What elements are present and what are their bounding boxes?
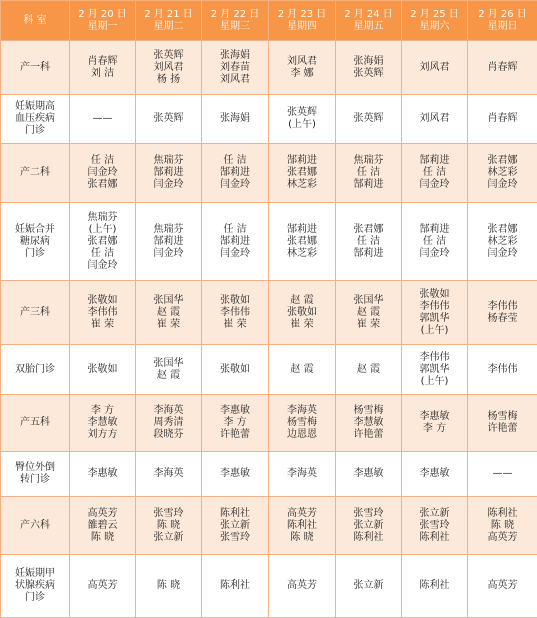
- doctor-name: 任 洁: [202, 224, 268, 236]
- doctor-name: 许艳蕾: [202, 429, 268, 441]
- schedule-row: [1, 395, 537, 452]
- doctor-name: 李惠敏: [202, 405, 268, 417]
- doctor-name: 闫金玲: [468, 248, 537, 260]
- day-weekday: 星期二: [136, 21, 201, 33]
- doctor-name: 李惠敏: [202, 468, 268, 480]
- duty-cell: [402, 345, 468, 395]
- doctor-name: 张海娟: [202, 50, 268, 62]
- doctor-name: 郜莉进: [336, 248, 401, 260]
- dept-name-cell: [1, 203, 70, 281]
- doctor-name: 闫金玲: [402, 179, 467, 191]
- dept-name-line: 血压疾病: [1, 113, 69, 125]
- doctor-name: 李海英: [269, 405, 335, 417]
- doctor-name: 张国华: [136, 295, 201, 307]
- doctor-name: 陈 晓: [269, 532, 335, 544]
- dept-name-cell: [1, 395, 70, 452]
- doctor-name: 李伟伟: [468, 364, 537, 376]
- dept-name-cell: [1, 281, 70, 345]
- doctor-name: 张敬如: [402, 289, 467, 301]
- doctor-name: 张英辉: [136, 113, 201, 125]
- dept-name-cell: [1, 41, 70, 95]
- duty-cell: [70, 144, 136, 203]
- duty-cell: [70, 395, 136, 452]
- schedule-row: [1, 144, 537, 203]
- doctor-name: 李伟伟: [402, 301, 467, 313]
- doctor-name: 李 方: [402, 423, 467, 435]
- doctor-name: 崔 荣: [202, 319, 268, 331]
- doctor-name: 张敬如: [70, 295, 135, 307]
- doctor-name: 张雪玲: [402, 520, 467, 532]
- duty-cell: [269, 395, 336, 452]
- day-weekday: 星期日: [468, 21, 537, 33]
- doctor-name: 李惠敏: [402, 411, 467, 423]
- doctor-name: 边恩恩: [269, 429, 335, 441]
- doctor-name: 李 方: [202, 417, 268, 429]
- doctor-name: ——: [468, 468, 537, 480]
- doctor-name: 闫金玲: [202, 248, 268, 260]
- duty-cell: [269, 41, 336, 95]
- doctor-name: 陈 晓: [136, 580, 201, 592]
- doctor-name: 李海英: [269, 468, 335, 480]
- dept-name-line: 产六科: [1, 520, 69, 532]
- doctor-name: 焦瑞芬: [336, 155, 401, 167]
- doctor-name: 刘方方: [70, 429, 135, 441]
- doctor-name: 李伟伟: [402, 352, 467, 364]
- doctor-name: 郜莉进: [202, 167, 268, 179]
- doctor-name: 陈利社: [468, 508, 537, 520]
- duty-cell: [202, 41, 269, 95]
- dept-name-cell: [1, 452, 70, 497]
- doctor-name: 张敬如: [70, 364, 135, 376]
- doctor-name: (上午): [402, 325, 467, 337]
- duty-cell: [468, 41, 537, 95]
- doctor-name: 高英芳: [70, 508, 135, 520]
- schedule-row: [1, 345, 537, 395]
- duty-cell: [202, 95, 269, 144]
- doctor-name: 赵 霞: [336, 307, 401, 319]
- dept-name-line: 产一科: [1, 62, 69, 74]
- duty-cell: [136, 281, 202, 345]
- doctor-name: 李海英: [136, 405, 201, 417]
- day-date: 2 月 26 日: [468, 9, 537, 21]
- day-weekday: 星期五: [336, 21, 401, 33]
- duty-cell: [70, 345, 136, 395]
- duty-cell: [468, 281, 537, 345]
- dept-header: 科 室: [1, 1, 70, 41]
- schedule-body: [1, 41, 537, 618]
- day-weekday: 星期一: [70, 21, 135, 33]
- schedule-row: [1, 95, 537, 144]
- doctor-name: 闫金玲: [136, 248, 201, 260]
- doctor-name: 张君娜: [336, 224, 401, 236]
- day-header: [402, 1, 468, 41]
- doctor-name: 张敬如: [202, 295, 268, 307]
- doctor-name: 雒碧云: [70, 520, 135, 532]
- doctor-name: 任 洁: [70, 155, 135, 167]
- doctor-name: 郭凯华: [402, 364, 467, 376]
- doctor-name: 陈利社: [402, 532, 467, 544]
- doctor-name: 闫金玲: [70, 260, 135, 272]
- doctor-name: 肖春辉: [70, 56, 135, 68]
- duty-cell: [402, 41, 468, 95]
- doctor-name: 赵 霞: [136, 307, 201, 319]
- duty-cell: [402, 555, 468, 618]
- day-date: 2 月 23 日: [269, 9, 335, 21]
- doctor-name: 郜莉进: [269, 224, 335, 236]
- doctor-name: 焦瑞芬: [70, 212, 135, 224]
- day-date: 2 月 21 日: [136, 9, 201, 21]
- doctor-name: 张英辉: [136, 50, 201, 62]
- doctor-name: 任 洁: [402, 167, 467, 179]
- duty-cell: [336, 203, 402, 281]
- dept-name-line: 转门诊: [1, 474, 69, 486]
- doctor-name: 任 洁: [202, 155, 268, 167]
- doctor-name: 张君娜: [70, 236, 135, 248]
- doctor-name: 陈 晓: [136, 520, 201, 532]
- duty-cell: [402, 452, 468, 497]
- doctor-name: 李海英: [136, 468, 201, 480]
- doctor-name: 张海娟: [202, 113, 268, 125]
- duty-cell: [70, 95, 136, 144]
- day-date: 2 月 24 日: [336, 9, 401, 21]
- doctor-name: 林芝彩: [468, 167, 537, 179]
- doctor-name: 刘风君: [402, 113, 467, 125]
- schedule-row: [1, 203, 537, 281]
- doctor-name: 高英芳: [468, 580, 537, 592]
- duty-cell: [269, 452, 336, 497]
- duty-cell: [202, 144, 269, 203]
- doctor-name: 任 洁: [402, 236, 467, 248]
- doctor-name: 闫金玲: [402, 248, 467, 260]
- duty-cell: [468, 452, 537, 497]
- doctor-name: 任 洁: [336, 167, 401, 179]
- doctor-name: 郜莉进: [136, 236, 201, 248]
- doctor-name: 郜莉进: [269, 155, 335, 167]
- duty-cell: [136, 452, 202, 497]
- doctor-name: 闫金玲: [202, 179, 268, 191]
- duty-cell: [468, 395, 537, 452]
- duty-cell: [269, 203, 336, 281]
- doctor-name: 崔 荣: [269, 319, 335, 331]
- duty-cell: [136, 95, 202, 144]
- doctor-name: 林芝彩: [269, 179, 335, 191]
- doctor-name: 任 洁: [70, 248, 135, 260]
- doctor-name: 任 洁: [336, 236, 401, 248]
- duty-cell: [402, 144, 468, 203]
- doctor-name: 林芝彩: [269, 248, 335, 260]
- dept-name-line: 臀位外倒: [1, 462, 69, 474]
- dept-name-cell: [1, 555, 70, 618]
- doctor-name: 焦瑞芬: [136, 224, 201, 236]
- day-weekday: 星期六: [402, 21, 467, 33]
- doctor-name: 赵 霞: [336, 364, 401, 376]
- day-header: [202, 1, 269, 41]
- doctor-name: 刘风君: [136, 62, 201, 74]
- doctor-name: 张君娜: [269, 236, 335, 248]
- duty-cell: [70, 203, 136, 281]
- doctor-name: 张敬如: [269, 307, 335, 319]
- duty-cell: [336, 281, 402, 345]
- doctor-name: 林芝彩: [468, 236, 537, 248]
- doctor-name: 杨春莹: [468, 313, 537, 325]
- doctor-name: 张君娜: [468, 155, 537, 167]
- duty-cell: [402, 395, 468, 452]
- doctor-name: 刘春苗: [202, 62, 268, 74]
- duty-cell: [202, 497, 269, 555]
- doctor-name: ——: [70, 113, 135, 125]
- duty-cell: [468, 497, 537, 555]
- duty-cell: [402, 497, 468, 555]
- doctor-name: 赵 霞: [269, 364, 335, 376]
- duty-cell: [136, 144, 202, 203]
- duty-cell: [402, 95, 468, 144]
- dept-name-line: 产二科: [1, 167, 69, 179]
- dept-name-line: 门诊: [1, 248, 69, 260]
- duty-cell: [136, 203, 202, 281]
- doctor-name: 高英芳: [468, 532, 537, 544]
- doctor-name: 赵 霞: [269, 295, 335, 307]
- duty-cell: [70, 452, 136, 497]
- duty-cell: [336, 497, 402, 555]
- dept-name-line: 产三科: [1, 307, 69, 319]
- doctor-name: 郭凯华: [402, 313, 467, 325]
- duty-cell: [202, 345, 269, 395]
- doctor-name: 郜莉进: [336, 179, 401, 191]
- doctor-name: 李伟伟: [468, 301, 537, 313]
- doctor-name: 闫金玲: [70, 167, 135, 179]
- duty-cell: [136, 345, 202, 395]
- doctor-name: 刘风君: [402, 62, 467, 74]
- day-header: [70, 1, 136, 41]
- doctor-name: (上午): [70, 224, 135, 236]
- duty-cell: [269, 497, 336, 555]
- doctor-name: 张君娜: [269, 167, 335, 179]
- day-header: [136, 1, 202, 41]
- dept-name-cell: [1, 144, 70, 203]
- doctor-name: 陈利社: [202, 508, 268, 520]
- doctor-name: 陈 晓: [70, 532, 135, 544]
- doctor-name: 周秀清: [136, 417, 201, 429]
- doctor-name: 高英芳: [269, 508, 335, 520]
- dept-name-cell: [1, 497, 70, 555]
- doctor-name: 李惠敏: [402, 468, 467, 480]
- day-header: [336, 1, 402, 41]
- doctor-name: 刘风君: [269, 56, 335, 68]
- dept-name-line: 双胎门诊: [1, 364, 69, 376]
- doctor-name: 陈利社: [269, 520, 335, 532]
- doctor-name: 张立新: [136, 532, 201, 544]
- duty-cell: [136, 41, 202, 95]
- duty-cell: [269, 281, 336, 345]
- duty-cell: [336, 452, 402, 497]
- doctor-name: 李慧敏: [70, 417, 135, 429]
- doctor-name: 段晓芬: [136, 429, 201, 441]
- day-weekday: 星期三: [202, 21, 268, 33]
- day-date: 2 月 22 日: [202, 9, 268, 21]
- duty-cell: [269, 95, 336, 144]
- doctor-name: 刘 洁: [70, 68, 135, 80]
- doctor-name: 张雪玲: [202, 532, 268, 544]
- doctor-name: 刘风君: [202, 74, 268, 86]
- doctor-name: 赵 霞: [136, 370, 201, 382]
- duty-cell: [136, 395, 202, 452]
- duty-cell: [269, 555, 336, 618]
- duty-cell: [202, 555, 269, 618]
- duty-cell: [336, 144, 402, 203]
- schedule-row: [1, 452, 537, 497]
- duty-cell: [70, 281, 136, 345]
- header-row: [1, 1, 537, 41]
- doctor-name: 李 娜: [269, 68, 335, 80]
- doctor-name: 肖春辉: [468, 113, 537, 125]
- duty-cell: [336, 345, 402, 395]
- duty-cell: [468, 95, 537, 144]
- schedule-row: [1, 281, 537, 345]
- schedule-row: [1, 41, 537, 95]
- duty-cell: [136, 555, 202, 618]
- doctor-name: 杨雪梅: [269, 417, 335, 429]
- doctor-name: 郜莉进: [402, 224, 467, 236]
- dept-name-line: 产五科: [1, 417, 69, 429]
- day-date: 2 月 25 日: [402, 9, 467, 21]
- dept-name-line: 状腺疾病: [1, 580, 69, 592]
- dept-name-line: 妊娠期甲: [1, 568, 69, 580]
- doctor-name: 许艳蕾: [336, 429, 401, 441]
- doctor-name: 崔 荣: [336, 319, 401, 331]
- duty-cell: [70, 555, 136, 618]
- duty-cell: [70, 41, 136, 95]
- doctor-name: 张英辉: [269, 107, 335, 119]
- doctor-name: 张英辉: [336, 113, 401, 125]
- duty-cell: [402, 281, 468, 345]
- doctor-name: 杨雪梅: [468, 411, 537, 423]
- duty-cell: [402, 203, 468, 281]
- doctor-name: 陈 晓: [468, 520, 537, 532]
- doctor-name: 张国华: [136, 358, 201, 370]
- doctor-name: 李惠敏: [336, 468, 401, 480]
- duty-cell: [468, 555, 537, 618]
- doctor-name: 郜莉进: [136, 167, 201, 179]
- day-header: [269, 1, 336, 41]
- doctor-name: 张雪玲: [136, 508, 201, 520]
- doctor-name: 闫金玲: [468, 179, 537, 191]
- doctor-name: 李伟伟: [70, 307, 135, 319]
- doctor-name: 张立新: [402, 508, 467, 520]
- doctor-name: 陈利社: [402, 580, 467, 592]
- duty-cell: [70, 497, 136, 555]
- day-header: [468, 1, 537, 41]
- doctor-name: 许艳蕾: [468, 423, 537, 435]
- duty-cell: [202, 281, 269, 345]
- doctor-name: 郜莉进: [402, 155, 467, 167]
- doctor-name: 肖春辉: [468, 62, 537, 74]
- doctor-name: 张君娜: [468, 224, 537, 236]
- doctor-name: 崔 荣: [70, 319, 135, 331]
- duty-cell: [468, 345, 537, 395]
- dept-name-line: 门诊: [1, 592, 69, 604]
- doctor-name: 杨 扬: [136, 74, 201, 86]
- dept-name-line: 妊娠期高: [1, 101, 69, 113]
- doctor-name: 李惠敏: [70, 468, 135, 480]
- duty-cell: [136, 497, 202, 555]
- doctor-name: 张立新: [202, 520, 268, 532]
- duty-cell: [269, 345, 336, 395]
- doctor-name: 陈利社: [202, 580, 268, 592]
- doctor-name: 郜莉进: [202, 236, 268, 248]
- day-weekday: 星期四: [269, 21, 335, 33]
- doctor-name: 高英芳: [70, 580, 135, 592]
- duty-cell: [336, 41, 402, 95]
- duty-cell: [269, 144, 336, 203]
- doctor-name: 李慧敏: [336, 417, 401, 429]
- dept-name-cell: [1, 95, 70, 144]
- dept-name-line: 妊娠合并: [1, 224, 69, 236]
- doctor-name: 张国华: [336, 295, 401, 307]
- doctor-name: 张立新: [336, 580, 401, 592]
- doctor-name: 焦瑞芬: [136, 155, 201, 167]
- duty-cell: [468, 144, 537, 203]
- doctor-name: 陈利社: [336, 532, 401, 544]
- doctor-name: 张英辉: [336, 68, 401, 80]
- doctor-name: 高英芳: [269, 580, 335, 592]
- duty-cell: [202, 203, 269, 281]
- day-date: 2 月 20 日: [70, 9, 135, 21]
- duty-cell: [202, 395, 269, 452]
- dept-name-line: 糖尿病: [1, 236, 69, 248]
- duty-cell: [468, 203, 537, 281]
- duty-cell: [336, 555, 402, 618]
- doctor-name: 张敬如: [202, 364, 268, 376]
- doctor-name: 张海娟: [336, 56, 401, 68]
- doctor-name: 张雪玲: [336, 508, 401, 520]
- doctor-name: 张立新: [336, 520, 401, 532]
- doctor-name: 崔 荣: [136, 319, 201, 331]
- duty-cell: [202, 452, 269, 497]
- dept-name-cell: [1, 345, 70, 395]
- doctor-name: 闫金玲: [136, 179, 201, 191]
- schedule-row: [1, 555, 537, 618]
- duty-cell: [336, 395, 402, 452]
- duty-cell: [336, 95, 402, 144]
- doctor-name: 张君娜: [70, 179, 135, 191]
- dept-name-line: 门诊: [1, 125, 69, 137]
- doctor-name: (上午): [269, 119, 335, 131]
- doctor-name: (上午): [402, 376, 467, 388]
- doctor-name: 杨雪梅: [336, 405, 401, 417]
- schedule-row: [1, 497, 537, 555]
- doctor-name: 李伟伟: [202, 307, 268, 319]
- doctor-name: 李 方: [70, 405, 135, 417]
